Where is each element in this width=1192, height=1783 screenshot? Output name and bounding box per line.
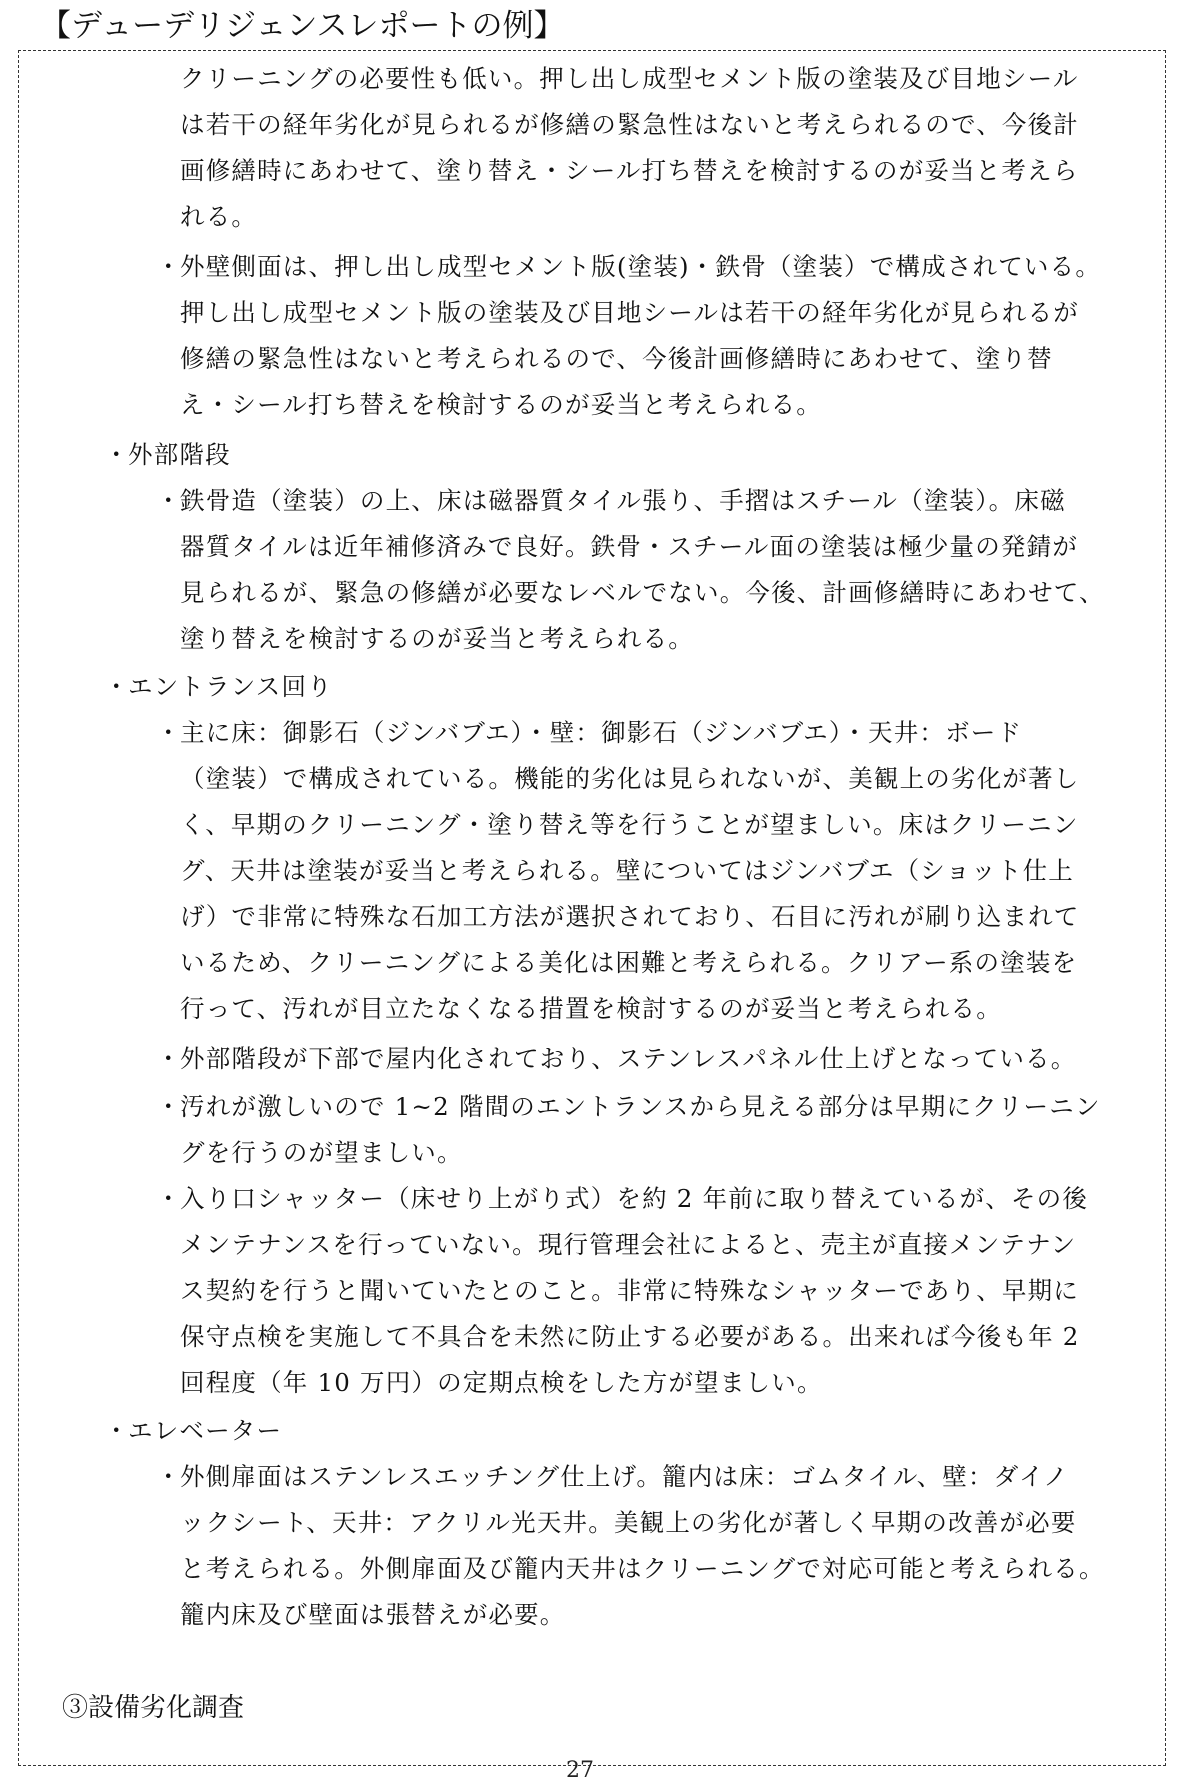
paragraph-line: く、早期のクリーニング・塗り替え等を行うことが望ましい。床はクリーニン — [180, 810, 1079, 839]
paragraph-line: 主に床：御影石（ジンバブエ）・壁：御影石（ジンバブエ）・天井：ボード — [180, 718, 1023, 747]
paragraph-line: 外部階段が下部で屋内化されており、ステンレスパネル仕上げとなっている。 — [180, 1044, 1077, 1073]
paragraph-line: 入り口シャッター（床せり上がり式）を約 2 年前に取り替えているが、その後 — [180, 1184, 1089, 1213]
paragraph-line: 外壁側面は、押し出し成型セメント版(塗装)・鉄骨（塗装）で構成されている。 — [180, 252, 1102, 281]
paragraph-line: ックシート、天井：アクリル光天井。美観上の劣化が著しく早期の改善が必要 — [180, 1508, 1077, 1537]
bullet-icon: ・ — [156, 1184, 181, 1213]
bullet-icon: ・ — [156, 252, 181, 281]
section-heading-stairs: 外部階段 — [128, 440, 231, 469]
paragraph-line: グを行うのが望ましい。 — [180, 1138, 463, 1167]
bullet-icon: ・ — [156, 1462, 181, 1491]
page-number: 27 — [566, 1758, 594, 1783]
paragraph-line: え・シール打ち替えを検討するのが妥当と考えられる。 — [180, 390, 823, 419]
paragraph-line: 修繕の緊急性はないと考えられるので、今後計画修繕時にあわせて、塗り替 — [180, 344, 1053, 373]
bullet-icon: ・ — [104, 1416, 129, 1445]
paragraph-line: 鉄骨造（塗装）の上、床は磁器質タイル張り、手摺はスチール（塗装）。床磁 — [180, 486, 1066, 515]
section-title-equipment: ③設備劣化調査 — [62, 1693, 245, 1723]
bullet-icon: ・ — [156, 718, 181, 747]
paragraph-line: れる。 — [180, 202, 258, 231]
bullet-icon: ・ — [104, 440, 129, 469]
bullet-icon: ・ — [156, 1092, 181, 1121]
paragraph-line: 塗り替えを検討するのが妥当と考えられる。 — [180, 624, 694, 653]
paragraph-line: 籠内床及び壁面は張替えが必要。 — [180, 1600, 566, 1629]
bullet-icon: ・ — [156, 486, 181, 515]
section-heading-entrance: エントランス回り — [128, 672, 333, 701]
paragraph-line: 器質タイルは近年補修済みで良好。鉄骨・スチール面の塗装は極少量の発錆が — [180, 532, 1079, 561]
paragraph-line: と考えられる。外側扉面及び籠内天井はクリーニングで対応可能と考えられる。 — [180, 1554, 1105, 1583]
page-heading: 【デューデリジェンスレポートの例】 — [40, 8, 565, 44]
paragraph-line: 汚れが激しいので 1~2 階間のエントランスから見える部分は早期にクリーニン — [180, 1092, 1101, 1121]
paragraph-line: 画修繕時にあわせて、塗り替え・シール打ち替えを検討するのが妥当と考えら — [180, 156, 1079, 185]
paragraph-line: 押し出し成型セメント版の塗装及び目地シールは若干の経年劣化が見られるが — [180, 298, 1080, 327]
paragraph-line: ス契約を行うと聞いていたとのこと。非常に特殊なシャッターであり、早期に — [180, 1276, 1080, 1305]
bullet-icon: ・ — [156, 1044, 181, 1073]
paragraph-line: 見られるが、緊急の修繕が必要なレベルでない。今後、計画修繕時にあわせて、 — [180, 578, 1105, 607]
paragraph-line: クリーニングの必要性も低い。押し出し成型セメント版の塗装及び目地シール — [180, 64, 1079, 93]
paragraph-line: 回程度（年 10 万円）の定期点検をした方が望ましい。 — [180, 1368, 823, 1397]
paragraph-line: 行って、汚れが目立たなくなる措置を検討するのが妥当と考えられる。 — [180, 994, 1002, 1023]
paragraph-line: メンテナンスを行っていない。現行管理会社によると、売主が直接メンテナン — [180, 1230, 1077, 1259]
section-heading-elevator: エレベーター — [128, 1416, 283, 1445]
paragraph-line: 外側扉面はステンレスエッチング仕上げ。籠内は床：ゴムタイル、壁：ダイノ — [180, 1462, 1069, 1491]
paragraph-line: 保守点検を実施して不具合を未然に防止する必要がある。出来れば今後も年 2 — [180, 1322, 1080, 1351]
bullet-icon: ・ — [104, 672, 129, 701]
paragraph-line: （塗装）で構成されている。機能的劣化は見られないが、美観上の劣化が著し — [180, 764, 1080, 793]
paragraph-line: グ、天井は塗装が妥当と考えられる。壁についてはジンバブエ（ショット仕上 — [180, 856, 1074, 885]
paragraph-line: げ）で非常に特殊な石加工方法が選択されており、石目に汚れが刷り込まれて — [180, 902, 1080, 931]
paragraph-line: いるため、クリーニングによる美化は困難と考えられる。クリアー系の塗装を — [180, 948, 1078, 977]
paragraph-line: は若干の経年劣化が見られるが修繕の緊急性はないと考えられるので、今後計 — [180, 110, 1080, 139]
